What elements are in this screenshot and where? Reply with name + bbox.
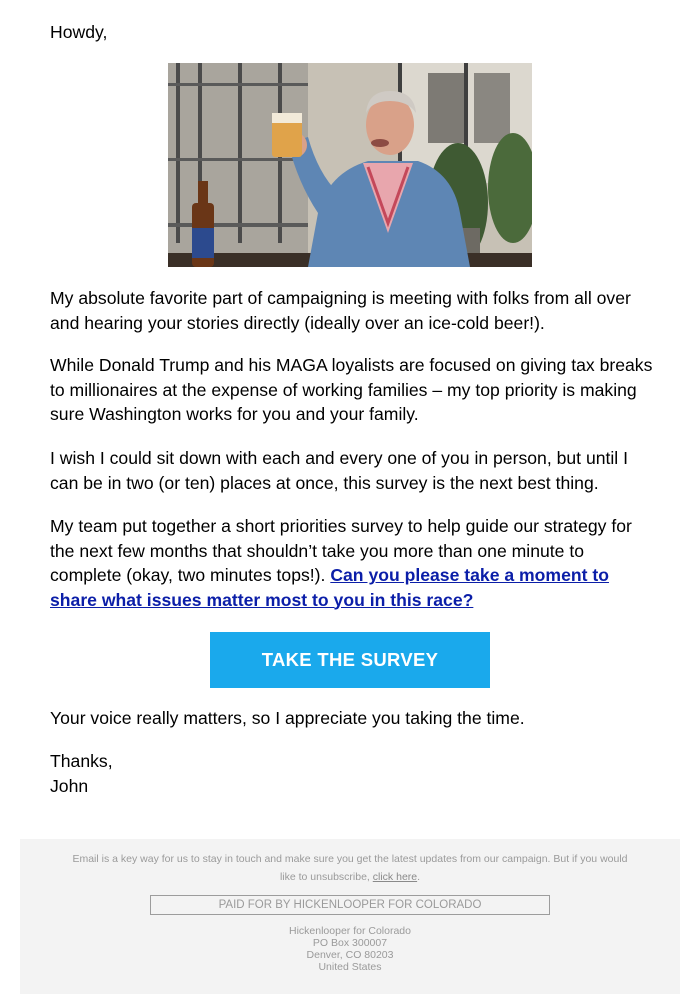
paragraph-survey-intro: I wish I could sit down with each and every one of you in person, but until I can be in two (or ten) places at once, this survey is the next best thing. bbox=[50, 448, 628, 493]
paragraph-closing: Your voice really matters, so I appreciate you taking the time. bbox=[50, 708, 525, 728]
address-line: PO Box 300007 bbox=[312, 937, 388, 949]
paragraph-priorities: While Donald Trump and his MAGA loyalists are focused on giving tax breaks to millionaires at the expense of working families – my top priority is making sure Washington works for you and your family. bbox=[50, 355, 653, 424]
paragraph-survey-ask-text: My team put together a short priorities survey to help guide our strategy for the next few months that shouldn’t take you more than one minute to complete (okay, two minutes tops!). bbox=[50, 516, 632, 585]
take-survey-button[interactable]: TAKE THE SURVEY bbox=[210, 632, 490, 688]
unsubscribe-note-text: Email is a key way for us to stay in touch and make sure you get the latest updates from our campaign. But if you would like to unsubscribe, bbox=[72, 853, 628, 883]
unsubscribe-link[interactable]: click here bbox=[372, 871, 418, 883]
paid-for-disclaimer: PAID FOR BY HICKENLOOPER FOR COLORADO bbox=[150, 895, 550, 915]
signoff: Thanks, bbox=[50, 751, 113, 771]
mailing-address bbox=[20, 925, 680, 973]
address-line: Hickenlooper for Colorado bbox=[289, 925, 411, 937]
unsubscribe-note-end: . bbox=[417, 871, 421, 883]
paragraph-survey-ask bbox=[50, 514, 656, 612]
address-line: United States bbox=[318, 961, 382, 973]
address-line: Denver, CO 80203 bbox=[306, 949, 394, 961]
email-footer bbox=[20, 839, 680, 994]
campaign-photo bbox=[168, 63, 532, 267]
paragraph-intro: My absolute favorite part of campaigning is meeting with folks from all over and hearing your stories directly (ideally over an ice-cold beer!). bbox=[50, 288, 631, 333]
survey-link[interactable]: Can you please take a moment to share what issues matter most to you in this race? bbox=[50, 565, 609, 610]
signature: John bbox=[50, 775, 89, 796]
signoff-block bbox=[50, 749, 656, 798]
greeting: Howdy, bbox=[50, 22, 108, 42]
unsubscribe-note bbox=[70, 850, 630, 886]
